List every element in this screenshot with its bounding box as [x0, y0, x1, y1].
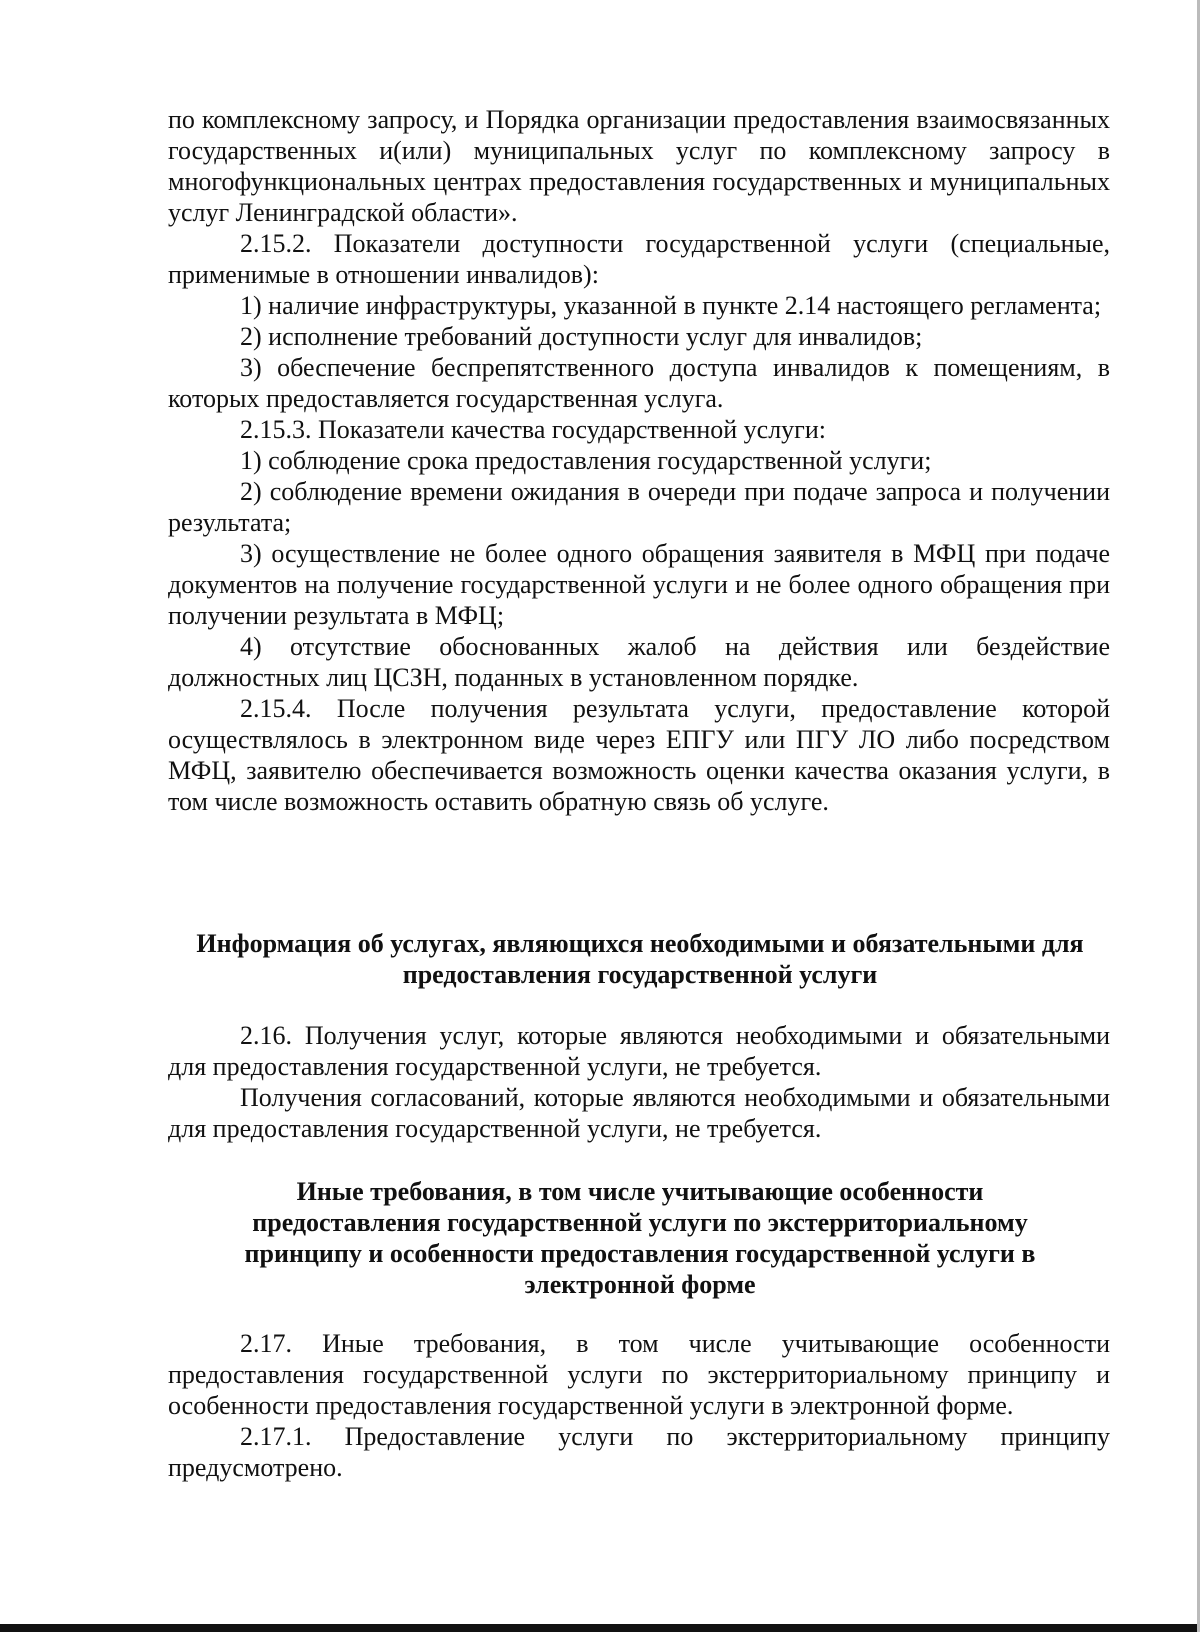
- paragraph: 2.15.2. Показатели доступности государственной услуги (специальные, применимые в отношении инвалидов):: [168, 229, 1110, 289]
- paragraph: 2) исполнение требований доступности услуг для инвалидов;: [240, 322, 923, 351]
- paragraph: 2.16. Получения услуг, которые являются необходимыми и обязательными для предоставления государственной услуги, не требуется.: [168, 1021, 1110, 1081]
- paragraph: по комплексному запросу, и Порядка организации предоставления взаимосвязанных государственных и(или) муниципальных услуг по комплексному запросу в многофункциональных центрах предоставления государственных и муниципальных услуг Ленинградской области».: [168, 105, 1110, 227]
- paragraph: 1) соблюдение срока предоставления государственной услуги;: [240, 446, 932, 475]
- text-block-2: [168, 1020, 1110, 1144]
- paragraph: 3) осуществление не более одного обращения заявителя в МФЦ при подаче документов на получение государственной услуги и не более одного обращения при получении результата в МФЦ;: [168, 539, 1110, 630]
- section-heading: Информация об услугах, являющихся необходимыми и обязательными для предоставления государственной услуги: [196, 929, 1084, 989]
- paragraph: 2.17.1. Предоставление услуги по экстерриториальному принципу предусмотрено.: [168, 1422, 1110, 1482]
- paragraph: 2.17. Иные требования, в том числе учитывающие особенности предоставления государственной услуги по экстерриториальному принципу и особенности предоставления государственной услуги в электронной форме.: [168, 1329, 1110, 1420]
- paragraph: 3) обеспечение беспрепятственного доступа инвалидов к помещениям, в которых предоставляется государственная услуга.: [168, 353, 1110, 413]
- paragraph: 2) соблюдение времени ожидания в очереди при подаче запроса и получении результата;: [168, 477, 1110, 537]
- paragraph: 2.15.4. После получения результата услуги, предоставление которой осуществлялось в электронном виде через ЕПГУ или ПГУ ЛО либо посредством МФЦ, заявителю обеспечивается возможность оценки качества оказания услуги, в том числе возможность оставить обратную связь об услуге.: [168, 694, 1110, 816]
- section-heading: Иные требования, в том числе учитывающие особенности предоставления государственной услуги по экстерриториальному принципу и особенности предоставления государственной услуги в электронной форме: [244, 1177, 1036, 1299]
- text-block-1: [168, 104, 1110, 817]
- paragraph: 4) отсутствие обоснованных жалоб на действия или бездействие должностных лиц ЦСЗН, поданных в установленном порядке.: [168, 632, 1110, 692]
- text-block-3: [168, 1328, 1110, 1483]
- scan-edge: [0, 1624, 1200, 1632]
- paragraph: Получения согласований, которые являются необходимыми и обязательными для предоставления государственной услуги, не требуется.: [168, 1083, 1110, 1143]
- paragraph: 1) наличие инфраструктуры, указанной в пункте 2.14 настоящего регламента;: [240, 291, 1102, 320]
- paragraph: 2.15.3. Показатели качества государственной услуги:: [240, 415, 826, 444]
